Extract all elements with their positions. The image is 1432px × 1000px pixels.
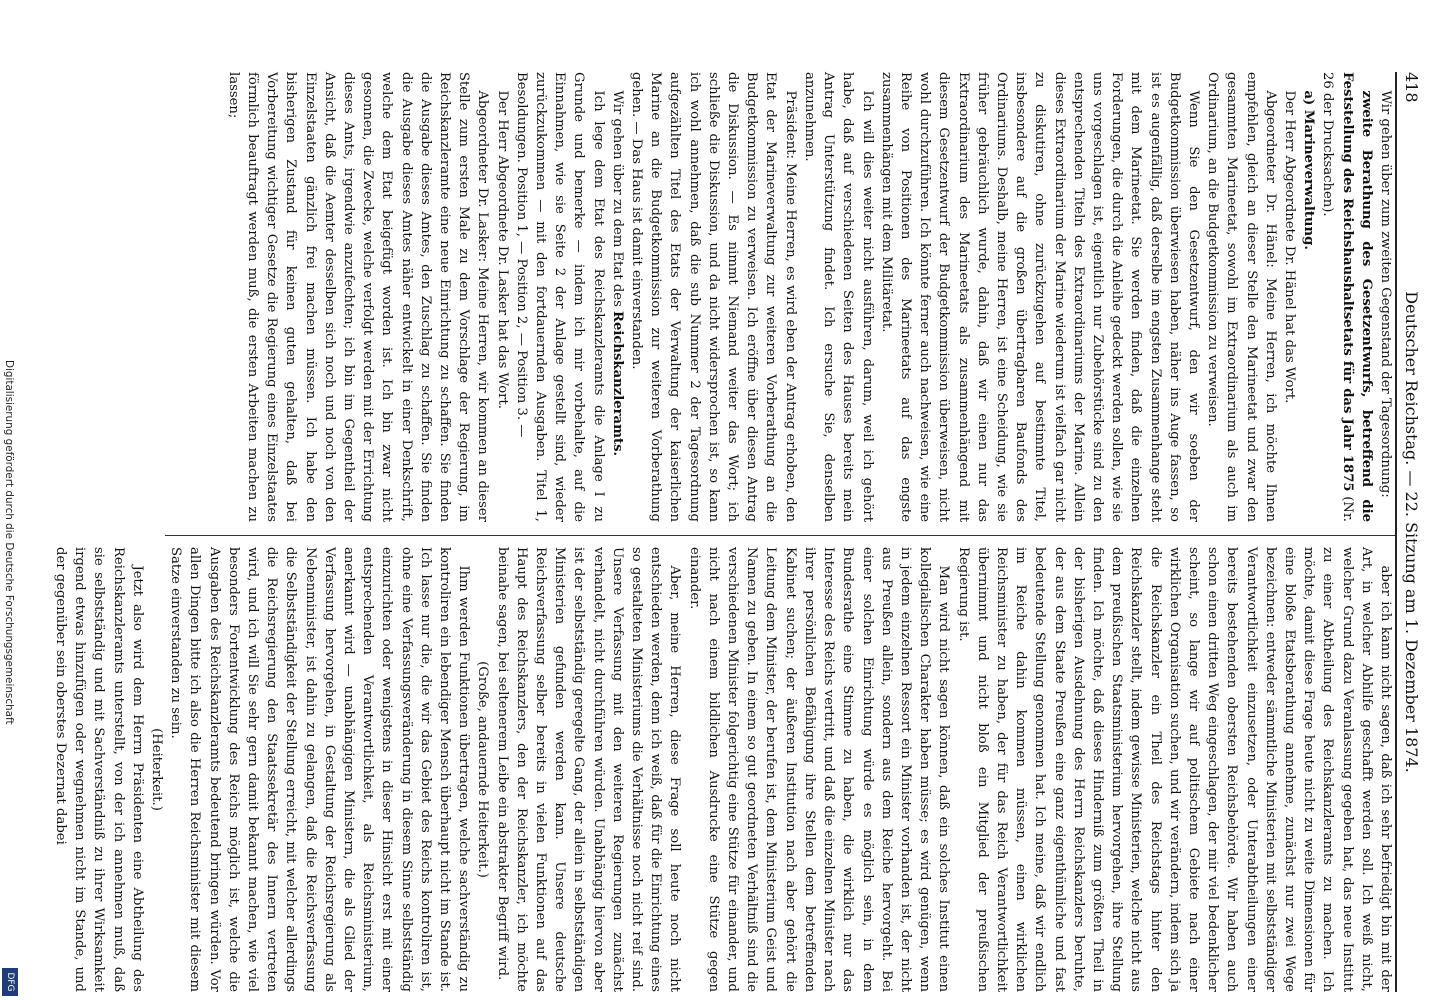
paragraph: Jetzt also wird dem Herrn Präsidenten eine Abtheilung des Reichskanzleramts unterstellt, von der ich annehmen muß, daß sie selbstständig und mit Sachverständniß zu ihrer Wirksamkeit irgend etwas hinzufügen oder wegnehmen nicht im Stande, und der gegenüber sein oberstes Dezernat dabei — [52, 547, 145, 992]
paragraph: Ihm werden Funktionen übertragen, welche sachverständig zu kontroliren ein lebendiger Mensch überhaupt nicht im Stande ist. Ich lasse nur die, die wir das Gebiet des Reichs kontroliren ist, ohne eine Verfassungsveränderung in diesem Sinne selbstständig einzurichten oder wenigstens in dieser Hinsicht erst mit einer entsprechenden Verantwortlichkeit, als Reichsministerium, anerkannt wird — unabhängigen Ministern, die als Glied der Verfassung hervorgehen, in Gestaltung der Reichsregierung als Nebenminister, ist dahin zu gelangen, daß die Reichsverfassung die Selbstständigkeit der Stellung erreicht, mit welcher allerdings die Reichsregierung den Staatssekretär des Innern vertreten wird, und ich will Sie sehr gern damit bekannt machen, wie viel besonders Fortentwicklung des Reichs möglich ist, welche die Ausgaben des Reichskanzleramts bedeutend bringen würden. Vor allen Dingen bitte ich also die Herren Reichsminister mit diesem Satze einverstanden zu sein. — [168, 547, 472, 992]
paragraph: Man wird nicht sagen können, daß ein solches Institut einen kollegialischen Charakter haben müsse; es wird genügen, wenn in jedem einzelnen Ressort ein Minister vorhanden ist, der nicht aus Preußen allein, sondern aus dem Reiche hervorgeht. Bei einer solchen Einrichtung würde es möglich sein, in dem Bundesrathe eine Stimme zu haben, die wirklich nur das Interesse des Reichs vertritt, und daß die einzelnen Minister nach ihrer persönlichen Befähigung ihre Stellen dem betreffenden Kabinet suchen; der äußeren Institution nach aber gehört die Leitung dem Minister, der berufen ist, dem Ministerium Geist und Namen zu geben. In einem so gut geordneten Verhältniß sind die verschiedenen Minister folgerichtig eine Stütze für einander, und nicht nach einem bildlichen Ausdrucke eine Stütze gegen einander. — [686, 547, 952, 992]
paragraph: Wenn Sie den Gesetzentwurf, den wir soeben der Budgetkommission überwiesen haben, näher ins Auge fassen, so ist es augenfällig, daß derselbe im engsten Zusammenhange steht mit dem Marineetat. Sie werden finden, daß die einzelnen Forderungen, die durch die Anleihe gedeckt werden sollen, wie sie uns vorgeschlagen ist, eigentlich nur Zubehörstücke sind zu den entsprechenden Titeln des Extraordinariums der Marine. Allein dieses Extraordinarium der Marine wiederum ist vielfach gar nicht zu diskutiren, ohne zurückzugehen auf bestimmte Titel, insbesondere auf die großen übertragbaren Baufonds des Ordinariums. Deshalb, meine Herren, ist eine Scheidung, wie sie früher gebräuchlich wurde, dahin, daß wir einen nur das Extraordinarium des Marineetats als zusammenhängend mit diesem Gesetzentwurf der Budgetkommission überweisen, nicht wohl durchzuführen. Ich könnte ferner auch nachweisen, wie eine Reihe von Positionen des Marineetats auf das engste zusammenhängen mit dem Militäretat. — [878, 72, 1201, 522]
paragraph: Präsident: Meine Herren, es wird eben der Antrag erhoben, den Etat der Marineverwaltung zur weiteren Vorberathung an die Budgetkommission zu verweisen. Ich eröffne über diesen Antrag die Diskussion. — Es nimmt Niemand weiter das Wort; ich schließe die Diskussion, und da nicht widersprochen ist, so kann ich wohl annehmen, daß die sub Nummer 2 der Tagesordnung aufgezählten Titel des Etats der Verwaltung der kaiserlichen Marine an die Budgetkommission zur weiteren Vorberathung gehen. — Das Haus ist damit einverstanden. — [629, 72, 798, 522]
paragraph: Aber, meine Herren, diese Frage soll heute noch nicht entschieden werden, denn ich weiß, daß für die Einrichtung eines so gestalteten Ministeriums die Verhältnisse noch nicht reif sind. Unsere Verfassung mit den weiteren Regierungen zunächst verhandelt, nicht durchführen würden. Unabhängig hiervon aber ist der selbstständig geregelte Gang, der allein in selbstständigen Ministerien gefunden werden kann. Unsere deutsche Reichsverfassung selber bereits in vielen Funktionen auf das Haupt des Reichskanzlers, den der Reichskanzler, ich möchte beinahe sagen, bei seltenerem Leibe ein abstrakter Begriff wird. — [494, 547, 683, 992]
running-title: Deutscher Reichstag. — 22. Sitzung am 1. Dezember 1874. — [1402, 291, 1421, 773]
interjection: (Heiterkeit.) — [149, 728, 164, 811]
paragraph: Abgeordneter Dr. Hänel: Meine Herren, ich möchte Ihnen empfehlen, gleich an dieser Stelle den Marineetat und zwar den gesammten Marineetat, sowohl im Extraordinarium als auch im Ordinarium, an die Budgetkommission zu verweisen. — [1205, 72, 1278, 522]
logo-text: DFG — [5, 972, 15, 992]
paragraph: Der Herr Abgeordnete Dr. Lasker hat das Wort. — [494, 90, 510, 409]
paragraph: Wir gehen über zum zweiten Gegenstand der Tagesordnung: — [1378, 90, 1393, 498]
header-rule — [1395, 72, 1397, 992]
paragraph: aber ich kann nicht sagen, daß ich sehr befriedigt bin mit der Art, in welcher Abhilfe geschafft werden soll. Ich weiß nicht, welcher Grund dazu Veranlassung gegeben hat, das neue Institut zu einer Abtheilung des Reichskanzleramts zu machen. Ich möchte, damit diese Frage heute nicht zu weite Dimensionen für eine bloße Etatsberathung annehme, zunächst nur zwei Wege bezeichnen: entweder sämmtliche Ministerien mit selbstständiger Verantwortlichkeit einzusetzen, oder Unterabtheilungen einer bereits bestehenden obersten Reichsbehörde. Wir haben auch schon einen dritten Weg eingeschlagen, der mir viel bedenklicher scheint, so lange wir auf politischem Gebiete nach einer wirklichen Organisation suchen, und wir verändern, indem sich ja die Reichskanzler ein Theil des Reichstags hinter den Reichskanzler stellt, indem gewisse Ministerien, welche nicht aus dem preußischen Staatsministerium hervorgehen, ihre Stellung finden. Ich möchte, daß dieses Hinderniß zum größten Theil in der bisherigen Ausdehnung des Herrn Reichskanzlers beruhte, der aus dem Staate Preußen eine ganz eigenthümliche und fast bedeutende Stellung genommen hat. Ich meine, daß wir endlich im Reiche dahin kommen müssen, einen wirklichen Reichsminister zu haben, der für das Reich Verantwortlichkeit übernimmt und nicht bloß ein Mitglied der preußischen Regierung ist. — [955, 547, 1393, 992]
paragraph — [1318, 72, 1376, 522]
inline-heading: Reichskanzleramts. — [609, 311, 625, 457]
rotated-page — [52, 72, 1421, 992]
paragraph: Ich will dies weiter nicht ausführen, darum, weil ich gehört habe, daß auf verschiedenen Seiten des Hauses bereits mein Antrag Unterstützung findet. Ich ersuche Sie, denselben anzunehmen. — [801, 72, 875, 522]
page-header — [1397, 72, 1421, 992]
section-heading: a) Marineverwaltung. — [1301, 90, 1317, 250]
paragraph-text: Wir gehen über zu dem Etat des — [609, 90, 625, 312]
paragraph: Ich lege dem Etat des Reichskanzleramts die Anlage I zu Grunde und bemerke — indem ich mir vorbehalte, auf die Einnahmen, wie sie Seite 2 der Anlage gestellt sind, wieder zurückzukommen — mit den fortdauernden Ausgaben. Titel 1, Besoldungen. Position 1, — Position 2, — Position 3. — — [513, 72, 606, 522]
digitization-credit — [1, 360, 19, 1000]
agenda-heading: zweite Berathung des Gesetzentwurfs, betreffend die Feststellung des Reichshaushaltsetats für das Jahr 1875 — [1339, 72, 1374, 522]
right-column — [52, 547, 1395, 992]
agenda-heading-rest: (Nr. 26 der Drucksachen). — [1320, 72, 1355, 522]
paragraph — [608, 72, 627, 522]
paragraph: Abgeordneter Dr. Lasker: Meine Herren, wir kommen an dieser Stelle zum ersten Male zu dem Vorschlage der Regierung, im Reichskanzleramte eine neue Einrichtung zu schaffen. Sie finden die Ausgabe dieses Amtes, den Zuschlag zu schaffen. Sie finden die Ausgabe dieses Amtes näher entwickelt in einer Denkschrift, welche dem Etat beigefügt worden ist. Ich bin zwar nicht gesonnen, die Zwecke, welche verfolgt werden mit der Errichtung dieses Amts, irgendwie anzufechten; ich bin im Gegentheil der Ansicht, daß die Aemter desselben sich noch und noch von den Einzelstaaten gänzlich frei machen müssen. Ich habe den bisherigen Zustand für keinen guten gehalten, daß bei Vorbereitung wichtiger Gesetze die Regierung eines Einzelstaates förmlich beauftragt werden muß, die ersten Arbeiten machen zu lassen; — [225, 72, 491, 522]
left-column — [175, 72, 1395, 522]
dfg-logo-icon — [2, 968, 18, 996]
paragraph: Der Herr Abgeordnete Dr. Hänel hat das Wort. — [1281, 90, 1297, 404]
page-number: 418 — [1402, 72, 1421, 103]
interjection: (Große, andauernde Heiterkeit.) — [475, 661, 491, 878]
column-divider — [165, 535, 1395, 536]
credit-text: Digitalisierung gefördert durch die Deutsche Forschungsgemeinschaft — [3, 360, 15, 725]
